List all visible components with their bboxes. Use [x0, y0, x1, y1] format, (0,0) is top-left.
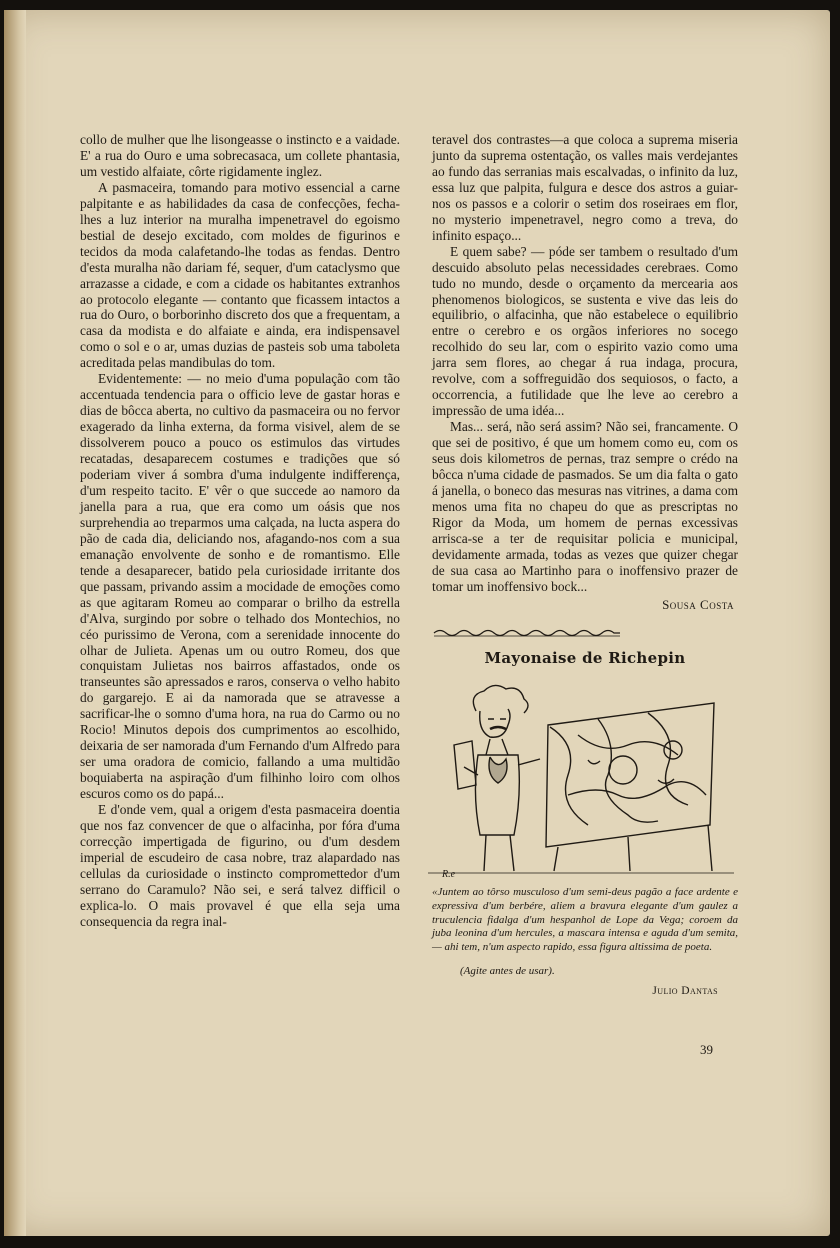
paragraph: collo de mulher que lhe lisongeasse o instincto e a vaidade. E' a rua do Ouro e uma sobrecasaca, um collete phantasia, um vestido alfaiate, côrte rigidamente inglez.: [80, 132, 400, 179]
decorative-rule-icon: [432, 627, 622, 639]
author-signature: Sousa Costa: [662, 596, 734, 612]
page-number: 39: [700, 1042, 713, 1057]
illustration-signature: R.e: [442, 868, 456, 880]
quote-note: (Agite antes de usar).: [460, 965, 555, 978]
section-title: Mayonaise de Richepin: [484, 648, 686, 667]
binding-spine: [4, 10, 26, 1236]
paragraph: E d'onde vem, qual a origem d'esta pasmaceira doentia que nos faz convencer de que o alfacinha, por fóra d'uma correcção impertigada de figurino, ou d'um desdem imperial de escudeiro de casa nobre, traz alapardado nas cellulas da curiosidade o instincto compromettedor d'um serrano do Caramulo? Não sei, e será talvez difficil o explica-lo. O mais provavel é que ella seja uma consequencia da regra inal-: [80, 802, 400, 929]
paragraph: A pasmaceira, tomando para motivo essencial a carne palpitante e as habilidades da casa de confecções, fecha-lhes a luz interior na muralha impenetravel do egoismo bestial de desejo excitado, com moldes de figurinos e tecidos da moda calafetando-lhe todas as fendas. Dentro d'esta muralha não dariam fé, sequer, d'um cataclysmo que arrazasse a cidade, e com a cidade os habitantes extranhos ao protocolo elegante — contanto que ficassem intactos a rua do Ouro, o borborinho discreto dos que a frequentam, a casa da modista e do alfaiate e ainda, era indispensavel como o sol e o ar, umas duzias de pasteis sob uma taboleta acreditada pelas mandibulas do tom.: [80, 179, 400, 371]
caricature-illustration: [428, 675, 734, 875]
right-column: [432, 132, 738, 1000]
paragraph: Evidentemente: — no meio d'uma população com tão accentuada tendencia para o officio leve de gastar horas e dias de bôcca aberta, no cultivo da pasmaceira ou no fervor exagerado da linha externa, da forma visivel, alem de se dissolverem pouco a pouco os estimulos das virtudes recatadas, desaparecem costumes e tradições que só poderiam viver á sombra d'uma indulgente indifferença, d'um respeito tacito. E' vêr o que succede ao namoro da janella para a rua, que era como um oásis que nos surprehendia ao treparmos uma calçada, na lucta aspera do pão de cada dia, deliciando nos, afagando-nos com a sua emanação envolvente de sonho e de romantismo. Elle tende a desaparecer, batido pela curiosidade irritante dos que passam, privando assim a mocidade de emoções como as que agitaram Romeu ao comparar o brilho da estrella d'Alva, surgindo por sobre o telhado dos Montechios, no céo purissimo de Verona, com a serenidade innocente do olhar de Julieta. Apenas um ou outro Romeu, dos que conquistam Julietas nos bairros affastados, onde os transeuntes são apressados e raros, conserva o velho habito do gargarejo. E ai da namorada que se atravesse a sacrificar-lhe o somno d'uma hora, na rua do Carmo ou no Rocio! Minutos depois dos cumprimentos ao escolhido, deixaria de ser namorada d'um Fernando d'um Alfredo para ser uma oradora de comicio, fallando a uma multidão boquiaberta na aspiração d'um filhinho loiro com olhos escuros como os do papá...: [80, 371, 400, 802]
paragraph: teravel dos contrastes—a que coloca a suprema miseria junto da suprema ostentação, os valles mais verdejantes ao fundo das serranias mais escalvadas, o infinito da luz, essa luz que palpita, fulgura e desce dos astros a guiar-nos os passos e a colorir o setim dos roseiraes em flor, no mysterio impenetravel, negro como a treva, do infinito espaço...: [432, 132, 738, 243]
quote-text: «Juntem ao tôrso musculoso d'um semi-deus pagão a face ardente e expressiva d'um berbére, aliem a bravura elegante d'um gaulez a truculencia fidalga d'um hespanhol de Lope da Vega; coroem da juba leonina d'um hercules, a mascara intensa e aguda d'um semita, — ahi tem, n'um aspecto rapido, essa figura altissima de poeta.: [432, 886, 738, 953]
paragraph: E quem sabe? — póde ser tambem o resultado d'um descuido absoluto pelas necessidades cerebraes. Como tudo no mundo, desde o orçamento da mercearia aos phenomenos biologicos, se sustenta e vive das leis do equilibrio, o alfacinha, que não estabelece o equilibrio entre o cerebro e os orgãos inferiores no socego recolhido do seu lar, com o espirito vazio como uma jarra sem flores, ao chegar á rua indaga, procura, revolve, com a soffreguidão dos sequiosos, o facto, a occorrencia, a futilidade que lhe leve ao cerebro a impressão de uma idéa...: [432, 243, 738, 419]
quote-signature: Julio Dantas: [652, 985, 718, 998]
paragraph: Mas... será, não será assim? Não sei, francamente. O que sei de positivo, é que um homem como eu, com os seus dois kilometros de pernas, traz sempre o crédo na bôcca n'uma cidade de pasmados. Se um dia falta o gato á janella, o boneco das mesuras nas vitrines, a dama com menos uma fita no chapeu do que as prescriptas no Rigor da Moda, um homem de pernas excessivas arrisca-se a ter de requisitar policia e municipal, devidamente armada, todas as vezes que quizer chegar de sua casa ao Martinho para o inoffensivo prazer de tomar um inoffensivo bock...: [432, 419, 738, 594]
left-column: [80, 132, 400, 930]
